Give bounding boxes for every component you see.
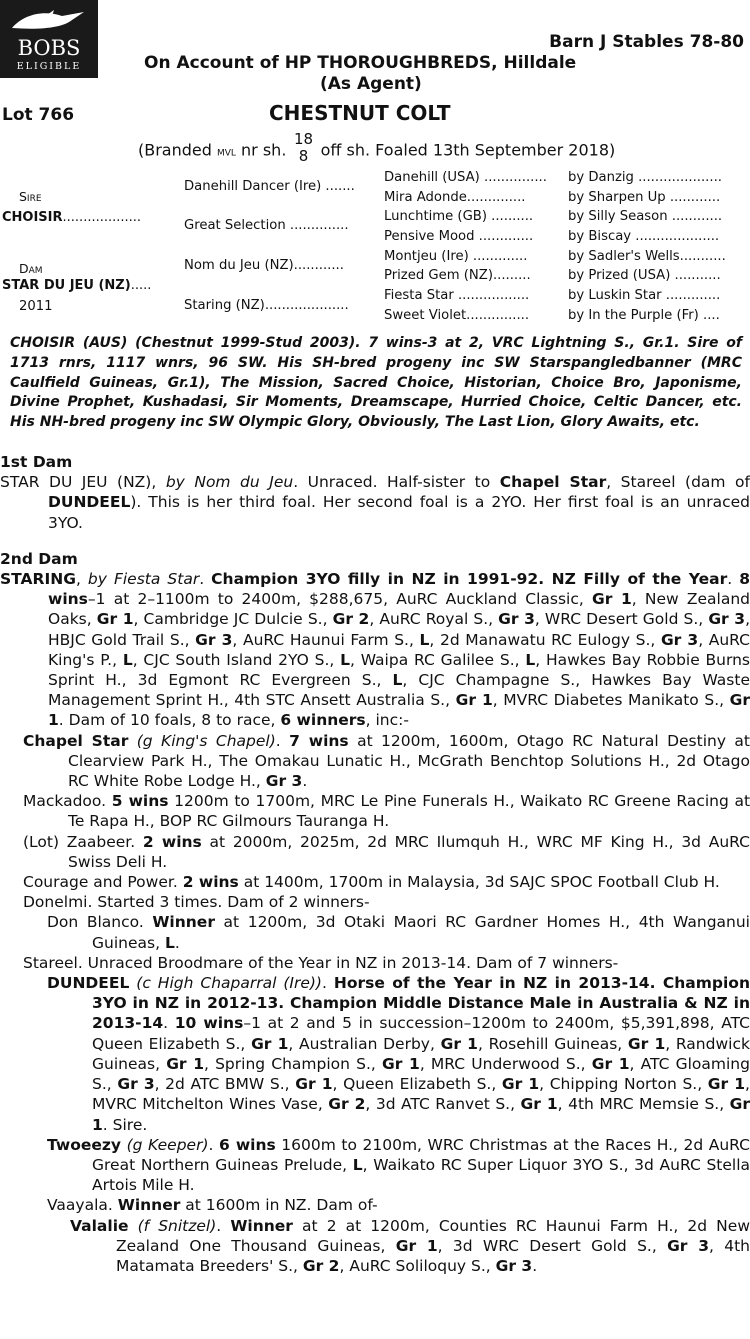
bold-segment: Gr 2 (332, 610, 370, 629)
pedigree-gen4: by In the Purple (Fr) .... (568, 308, 720, 323)
text-segment: , MVRC Diabetes Manikato S., (492, 691, 730, 710)
vendor-account: On Account of HP THOROUGHBREDS, Hilldale (144, 53, 577, 73)
pedigree-gen4: by Prized (USA) ........... (568, 268, 721, 283)
pedigree-gen4: by Sharpen Up ............ (568, 190, 721, 205)
pedigree-gen2: Great Selection .............. (184, 218, 349, 233)
bold-segment: L (419, 630, 430, 649)
bold-segment: L (352, 1155, 363, 1174)
text-segment: , 3d WRC Desert Gold S., (437, 1236, 668, 1255)
text-segment: . (174, 933, 180, 952)
text-segment: Vaayala. (47, 1196, 118, 1215)
text-segment: Courage and Power. (23, 873, 183, 892)
text-segment: , AuRC King's P., (48, 630, 750, 669)
bold-segment: Gr 1 (501, 1075, 540, 1094)
text-segment: , CJC Champagne S., Hawkes Bay Waste Management Sprint H., 4th STC Ansett Australia S., (48, 671, 750, 710)
bold-segment: Gr 1 (96, 610, 134, 629)
text-segment: , (75, 570, 88, 589)
text-segment: , inc:- (365, 711, 409, 730)
second-dam-heading: 2nd Dam (0, 549, 78, 568)
dam-label: Dam (19, 261, 43, 276)
bold-segment: Winner (117, 1196, 181, 1215)
dam-name: STAR DU JEU (NZ), (0, 473, 166, 492)
text-segment: , Hawkes Bay Robbie Burns Sprint H., 3d Egmont RC Evergreen S., (48, 650, 750, 690)
text-segment: Mackadoo. (23, 792, 112, 811)
bold-segment: Gr 3 (265, 772, 303, 791)
bold-segment: Chapel Star (23, 731, 129, 750)
dam-text: , Stareel (dam of (606, 473, 750, 492)
text-segment: . (275, 731, 290, 750)
bold-segment: Gr 1 (707, 1075, 746, 1094)
logo-line1: BOBS (17, 36, 81, 60)
bold-segment: L (392, 671, 403, 690)
progeny-twoeezy (0, 1135, 750, 1196)
pedigree-gen2: Staring (NZ).................... (184, 298, 349, 313)
text-segment: , Australian Derby, (288, 1034, 441, 1053)
italic-segment: (g King's Chapel) (136, 731, 276, 750)
bold-segment: Gr 3 (667, 1236, 709, 1255)
bobs-eligible-logo (0, 0, 98, 78)
bold-segment: Twoeezy (47, 1135, 121, 1154)
first-dam-para (0, 472, 750, 533)
pedigree-table (0, 168, 750, 328)
text-segment: , 2d ATC BMW S., (154, 1075, 296, 1094)
text-segment: . (163, 1014, 175, 1033)
bold-segment: Gr 3 (117, 1075, 155, 1094)
dam-dots: ..... (130, 278, 152, 293)
staring-para (0, 569, 750, 731)
italic-segment: (f Snitzel) (137, 1216, 217, 1235)
text-segment: , AuRC Haunui Farm S., (232, 630, 420, 649)
text-segment: , 4th MRC Memsie S., (557, 1095, 730, 1114)
text-segment: . Sire. (102, 1115, 148, 1134)
brand-num-top: 18 (293, 130, 314, 148)
progeny-zaabeer (0, 832, 750, 872)
progeny-valalie (0, 1216, 750, 1277)
text-segment: at 2000m, 2025m, 2d MRC Ilumquh H., WRC MF King H., 3d AuRC Swiss Deli H. (68, 832, 750, 871)
text-segment: at 1600m in NZ. Dam of- (180, 1196, 378, 1215)
sire-dots: ................... (62, 210, 142, 225)
bold-segment: 8 wins (48, 570, 750, 609)
text-segment: at 1200m, 1600m, Otago RC Natural Destiny at Clearview Park H., The Omakau Lunatic H., McGrath Benchtop Solutions H., 2d Otago RC White Robe Lodge H., (68, 731, 750, 791)
bold-segment: Horse of the Year in NZ in 2013-14. Champion 3YO in NZ in 2012-13. Champion Middle Distance Male in Australia & NZ in 2013-14 (92, 974, 750, 1033)
text-segment: , New Zealand Oaks, (48, 590, 750, 629)
dam-name (2, 278, 151, 293)
bold-segment: Gr 3 (708, 610, 746, 629)
brand-mark: MVL (217, 148, 236, 159)
text-segment: , Randwick Guineas, (92, 1034, 750, 1073)
first-dam-heading: 1st Dam (0, 453, 73, 471)
bold-segment: Gr 1 (251, 1034, 289, 1053)
text-segment: , Chipping Norton S., (539, 1075, 708, 1094)
bold-segment: Gr 3 (660, 630, 699, 649)
text-segment: 1600m to 2100m, WRC Christmas at the Races H., 2d AuRC Great Northern Guineas Prelude, (92, 1135, 750, 1174)
pedigree-gen4: by Danzig .................... (568, 170, 722, 185)
pedigree-gen3: Danehill (USA) ............... (384, 170, 547, 185)
text-segment: . (727, 570, 740, 589)
bold-segment: L (164, 933, 175, 952)
progeny-vaayala (0, 1195, 750, 1215)
progeny-courage-and-power (0, 872, 750, 892)
lot-number: Lot 766 (2, 105, 75, 125)
progeny-dundeel (0, 973, 750, 1135)
bold-segment: 2 wins (142, 832, 202, 851)
bold-segment: Winner (152, 913, 215, 932)
pedigree-gen2: Danehill Dancer (Ire) ....... (184, 179, 355, 194)
text-segment: . (302, 772, 308, 791)
text-segment (128, 732, 136, 750)
sibling-name: Chapel Star (499, 473, 607, 492)
progeny-stareel: Stareel. Unraced Broodmare of the Year in NZ in 2013-14. Dam of 7 winners- (23, 953, 619, 972)
text-segment: , Spring Champion S., (203, 1054, 383, 1073)
bold-segment: Gr 1 (455, 691, 493, 710)
dam-text: . Unraced. Half-sister to (293, 473, 500, 492)
pedigree-gen3: Prized Gem (NZ)......... (384, 268, 531, 283)
progeny-chapel-star (0, 731, 750, 792)
pedigree-gen3: Mira Adonde.............. (384, 190, 526, 205)
bold-segment: Winner (230, 1216, 293, 1235)
text-segment: . (532, 1256, 538, 1275)
bold-segment: 10 wins (174, 1014, 244, 1033)
text-segment: –1 at 2–1100m to 2400m, $288,675, AuRC Auckland Classic, (87, 590, 592, 609)
text-segment: , HBJC Gold Trail S., (48, 610, 750, 649)
progeny-don-blanco (0, 912, 750, 952)
text-segment: . (208, 1135, 219, 1154)
text-segment: , Cambridge JC Dulcie S., (133, 610, 333, 629)
text-segment: . (216, 1216, 231, 1235)
progeny-donelmi: Donelmi. Started 3 times. Dam of 2 winners- (23, 893, 370, 912)
bold-segment: 6 wins (219, 1135, 276, 1154)
bold-segment: L (340, 650, 350, 669)
bold-segment: Gr 3 (498, 610, 535, 629)
text-segment: –1 at 2 and 5 in succession–1200m to 2400m, $5,391,898, ATC Queen Elizabeth S., (92, 1014, 750, 1053)
pedigree-gen3: Lunchtime (GB) .......... (384, 209, 534, 224)
bold-segment: Gr 1 (440, 1034, 478, 1053)
bold-segment: Gr 1 (166, 1054, 204, 1073)
text-segment: , Rosehill Guineas, (477, 1034, 628, 1053)
text-segment: , CJC South Island 2YO S., (132, 650, 341, 669)
italic-segment: (g Keeper) (126, 1135, 209, 1154)
text-segment: . (321, 974, 334, 993)
text-segment: (Lot) Zaabeer. (23, 832, 143, 851)
text-segment: , Waikato RC Super Liquor 3YO S., 3d AuRC Stella Artois Mile H. (92, 1155, 750, 1195)
relative-name: DUNDEEL (48, 493, 131, 512)
brand-mid: nr sh. (241, 140, 287, 160)
text-segment: , Queen Elizabeth S., (332, 1075, 502, 1094)
dam-text: ). This is her third foal. Her second foal is a 2YO. Her first foal is an unraced 3YO. (48, 493, 750, 532)
progeny-mackadoo (0, 791, 750, 831)
bold-segment: DUNDEEL (47, 974, 130, 993)
text-segment: , MVRC Mitchelton Wines Vase, (92, 1075, 750, 1114)
text-segment: . Dam of 10 foals, 8 to race, (58, 711, 281, 730)
italic-segment: by Fiesta Star (87, 570, 200, 589)
lot-title: CHESTNUT COLT (269, 101, 451, 125)
text-segment: at 1200m, 3d Otaki Maori RC Gardner Homes H., 4th Wanganui Guineas, (92, 913, 750, 952)
pedigree-gen4: by Biscay .................... (568, 229, 720, 244)
brand-prefix: (Branded (138, 140, 212, 160)
bold-segment: Gr 2 (328, 1095, 366, 1114)
bold-segment: Gr 3 (195, 630, 233, 649)
barn-info: Barn J Stables 78-80 (549, 32, 744, 52)
bold-segment: Gr 2 (302, 1256, 340, 1275)
pedigree-gen3: Montjeu (Ire) ............. (384, 249, 528, 264)
text-segment (129, 1217, 138, 1235)
text-segment: , AuRC Soliloquy S., (339, 1256, 496, 1275)
bold-segment: 5 wins (111, 792, 169, 811)
sire-name-text: CHOISIR (2, 210, 63, 225)
sire-label: Sire (19, 189, 42, 204)
bold-segment: 2 wins (182, 873, 239, 892)
bold-segment: Gr 1 (627, 1034, 666, 1053)
text-segment: at 2 at 1200m, Counties RC Haunui Farm H., 2d New Zealand One Thousand Guineas, (116, 1216, 750, 1255)
text-segment: , 3d ATC Ranvet S., (365, 1095, 521, 1114)
pedigree-gen3: Sweet Violet............... (384, 308, 530, 323)
bold-segment: L (525, 650, 536, 669)
text-segment: , WRC Desert Gold S., (534, 610, 709, 629)
text-segment: , MRC Underwood S., (419, 1054, 592, 1073)
bold-segment: Gr 1 (92, 1095, 750, 1134)
catalogue-body (0, 452, 750, 1276)
bold-segment: Valalie (70, 1216, 129, 1235)
bold-segment: Champion 3YO filly in NZ in 1991-92. NZ Filly of the Year (211, 570, 728, 589)
brand-suffix: off sh. Foaled 13th September 2018) (320, 140, 616, 160)
pedigree-gen4: by Luskin Star ............. (568, 288, 721, 303)
pedigree-gen3: Fiesta Star ................. (384, 288, 530, 303)
bold-segment: Gr 1 (48, 691, 750, 730)
sire-name (2, 210, 141, 225)
text-segment: , 4th Matamata Breeders' S., (116, 1236, 750, 1275)
bold-segment: Gr 1 (395, 1236, 438, 1255)
bird-icon (10, 8, 88, 34)
text-segment: , ATC Gloaming S., (92, 1054, 750, 1094)
pedigree-gen4: by Silly Season ............ (568, 209, 723, 224)
vendor-agent: (As Agent) (320, 74, 422, 94)
bold-segment: Gr 1 (520, 1095, 558, 1114)
bold-segment: Gr 1 (295, 1075, 333, 1094)
bold-segment: Gr 1 (591, 590, 632, 609)
text-segment: , AuRC Royal S., (369, 610, 499, 629)
bold-segment: 7 wins (289, 731, 349, 750)
text-segment: , Waipa RC Galilee S., (350, 650, 526, 669)
bold-segment: 6 winners (280, 711, 366, 730)
logo-line2: ELIGIBLE (16, 61, 82, 72)
text-segment: at 1400m, 1700m in Malaysia, 3d SAJC SPOC Football Club H. (238, 873, 720, 892)
sire-summary: CHOISIR (AUS) (Chestnut 1999-Stud 2003). 7 wins-3 at 2, VRC Lightning S., Gr.1. Sire of 1713 rnrs, 1117 wnrs, 96 SW. His SH-bred progeny inc SW Starspangledbanner (MRC Caulfield Guineas, Gr.1), The Mission, Sacred Choice, Historian, Choice Bro, Japonisme, Divine Prophet, Kushadasi, Sir Moments, Dreamscape, Hurried Choice, Celtic Dancer, etc. His NH-bred progeny inc SW Olympic Glory, Obviously, The Last Lion, Glory Awaits, etc. (10, 335, 742, 431)
bold-segment: Gr 1 (382, 1054, 420, 1073)
text-segment: , 2d Manawatu RC Eulogy S., (429, 630, 661, 649)
bold-segment: Gr 1 (591, 1054, 630, 1073)
bold-segment: L (122, 650, 133, 669)
pedigree-gen4: by Sadler's Wells........... (568, 249, 726, 264)
text-segment: 1200m to 1700m, MRC Le Pine Funerals H., Waikato RC Greene Racing at Te Rapa H., BOP RC Gilmours Tauranga H. (68, 792, 750, 831)
text-segment: Don Blanco. (47, 913, 153, 932)
italic-segment: (c High Chaparral (Ire)) (136, 974, 322, 993)
dam-year: 2011 (19, 299, 53, 314)
pedigree-gen2: Nom du Jeu (NZ)............ (184, 258, 344, 273)
text-segment: . (199, 570, 212, 589)
brand-num-bottom: 8 (298, 147, 309, 165)
brand-fraction (292, 131, 316, 165)
brand-line (138, 130, 616, 168)
bold-segment: STARING (0, 570, 76, 589)
bold-segment: Gr 3 (495, 1256, 533, 1275)
dam-name-text: STAR DU JEU (NZ) (2, 278, 131, 293)
dam-sire: by Nom du Jeu (165, 473, 294, 492)
pedigree-gen3: Pensive Mood ............. (384, 229, 534, 244)
